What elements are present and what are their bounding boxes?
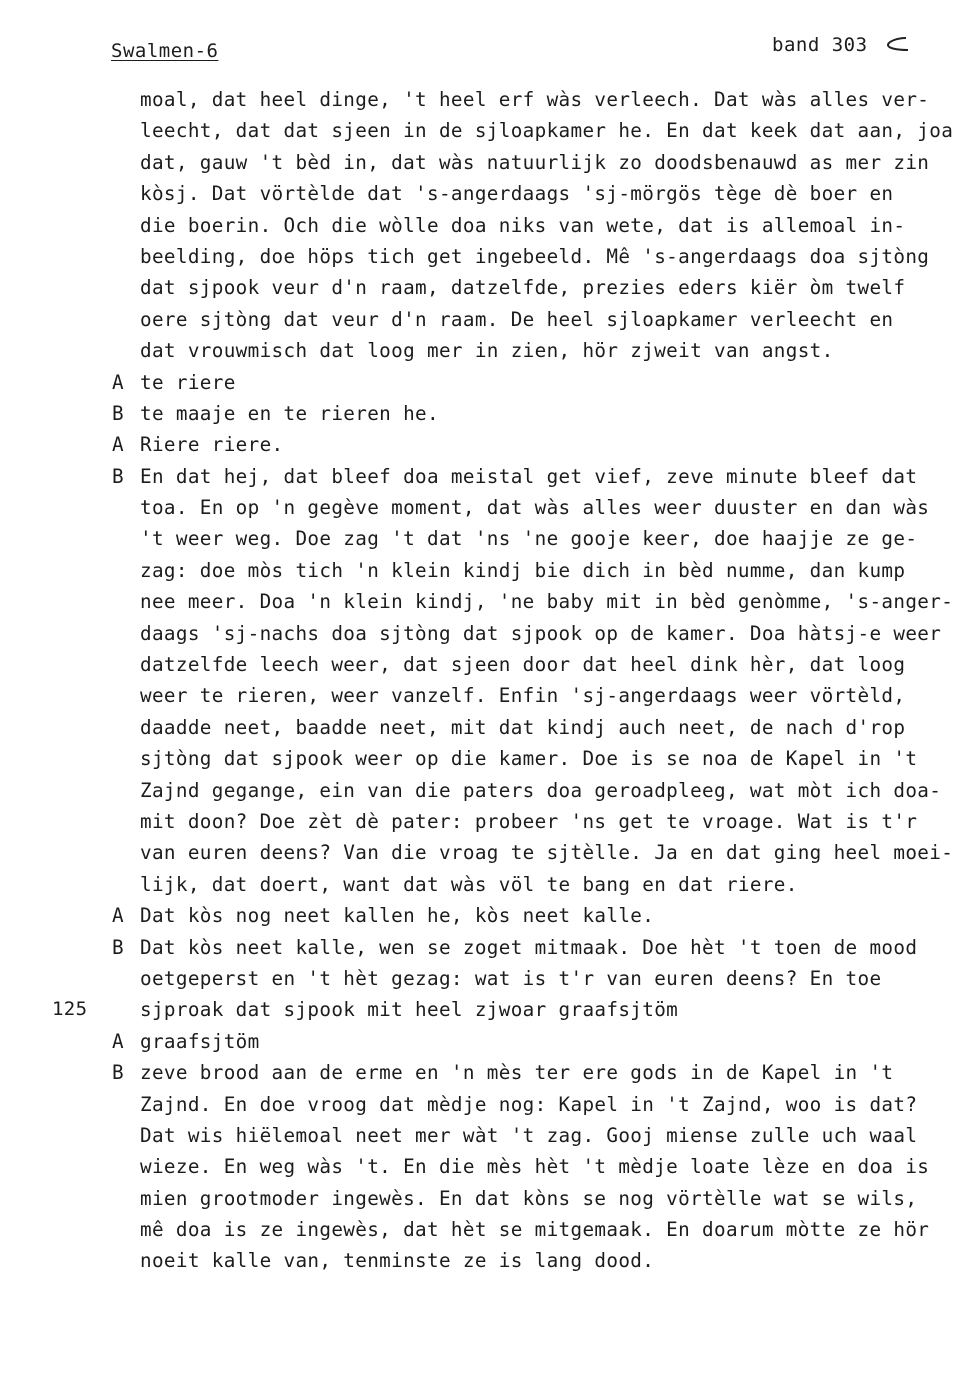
transcript-body	[52, 84, 962, 1277]
line-text: graafsjtöm	[140, 1029, 260, 1053]
line-text: dat sjpook veur d'n raam, datzelfde, prezies eders kiër òm twelf	[140, 276, 906, 300]
line-text: die boerin. Och die wòlle doa niks van wete, dat is allemoal in-	[140, 213, 906, 237]
transcript-line	[112, 84, 962, 115]
line-text: Dat kòs neet kalle, wen se zoget mitmaak. Doe hèt 't toen de mood	[140, 935, 918, 959]
transcript-line	[112, 1057, 962, 1088]
transcript-line	[112, 304, 962, 335]
transcript-line	[112, 335, 962, 366]
handwritten-mark-icon	[884, 34, 912, 54]
speaker-label: B	[112, 935, 124, 959]
transcript-line	[112, 241, 962, 272]
line-text: Zajnd gegange, ein van die paters doa geroadpleeg, wat mòt ich doa-	[140, 778, 942, 802]
transcript-line	[112, 586, 962, 617]
line-text: lijk, dat doert, want dat wàs völ te bang en dat riere.	[140, 872, 798, 896]
line-text: weer te rieren, weer vanzelf. Enfin 'sj-angerdaags weer vörtèld,	[140, 684, 906, 708]
line-text: noeit kalle van, tenminste ze is lang dood.	[140, 1249, 655, 1273]
line-text: oere sjtòng dat veur d'n raam. De heel sjloapkamer verleecht en	[140, 307, 894, 331]
line-text: dat vrouwmisch dat loog mer in zien, hör zjweit van angst.	[140, 339, 834, 363]
transcript-line	[112, 806, 962, 837]
line-text: wieze. En weg wàs 't. En die mès hèt 't mèdje loate lèze en doa is	[140, 1155, 930, 1179]
transcript-line	[112, 712, 962, 743]
transcript-line	[112, 210, 962, 241]
speaker-label: B	[112, 401, 124, 425]
line-text: oetgeperst en 't hèt gezag: wat is t'r van euren deens? En toe	[140, 966, 882, 990]
line-text: te maaje en te rieren he.	[140, 401, 439, 425]
margin-line-number: 125	[52, 998, 88, 1021]
transcript-line	[112, 492, 962, 523]
speaker-label: B	[112, 1061, 124, 1085]
transcript-line	[112, 932, 962, 963]
line-text: En dat hej, dat bleef doa meistal get vief, zeve minute bleef dat	[140, 464, 918, 488]
transcript-line	[112, 680, 962, 711]
line-text: Dat kòs nog neet kallen he, kòs neet kalle.	[140, 904, 655, 928]
transcript-line	[112, 1089, 962, 1120]
line-text: van euren deens? Van die vroag te sjtèlle. Ja en dat ging heel moei-	[140, 841, 954, 865]
transcript-line	[112, 1183, 962, 1214]
transcript-line	[112, 178, 962, 209]
speaker-label: A	[112, 433, 124, 457]
line-text: beelding, doe höps tich get ingebeeld. Mê 's-angerdaags doa sjtòng	[140, 244, 930, 268]
line-text: 't weer weg. Doe zag 't dat 'ns 'ne gooje keer, doe haajje ze ge-	[140, 527, 918, 551]
line-text: nee meer. Doa 'n klein kindj, 'ne baby mit in bèd genòmme, 's-anger-	[140, 590, 954, 614]
speaker-label: A	[112, 370, 124, 394]
transcript-line	[112, 429, 962, 460]
line-text: Zajnd. En doe vroog dat mèdje nog: Kapel in 't Zajnd, woo is dat?	[140, 1092, 918, 1116]
line-text: mê doa is ze ingewès, dat hèt se mitgemaak. En doarum mòtte ze hör	[140, 1218, 930, 1242]
transcript-line	[112, 1120, 962, 1151]
transcript-line	[112, 115, 962, 146]
line-text: zag: doe mòs tich 'n klein kindj bie dich in bèd numme, dan kump	[140, 558, 906, 582]
transcript-line	[112, 837, 962, 868]
speaker-label: B	[112, 464, 124, 488]
speaker-label: A	[112, 904, 124, 928]
transcript-line	[112, 649, 962, 680]
transcript-line	[112, 775, 962, 806]
line-text: daadde neet, baadde neet, mit dat kindj auch neet, de nach d'rop	[140, 715, 906, 739]
transcript-line	[112, 1026, 962, 1057]
transcript-line	[112, 461, 962, 492]
document-title: Swalmen-6	[111, 40, 219, 62]
transcript-line	[112, 555, 962, 586]
transcript-line	[112, 963, 962, 994]
line-text: dat, gauw 't bèd in, dat wàs natuurlijk zo doodsbenauwd as mer zin	[140, 150, 930, 174]
line-text: Dat wis hiëlemoal neet mer wàt 't zag. Gooj miense zulle uch waal	[140, 1123, 918, 1147]
transcript-line	[112, 367, 962, 398]
line-text: te riere	[140, 370, 236, 394]
transcript-line	[112, 743, 962, 774]
line-text: datzelfde leech weer, dat sjeen door dat heel dink hèr, dat loog	[140, 653, 906, 677]
line-text: Riere riere.	[140, 433, 284, 457]
speaker-label: A	[112, 1029, 124, 1053]
line-text: mien grootmoder ingewès. En dat kòns se nog vörtèlle wat se wils,	[140, 1186, 918, 1210]
transcript-line	[112, 900, 962, 931]
line-text: sjproak dat sjpook mit heel zjwoar graafsjtöm	[140, 998, 679, 1022]
transcript-line	[52, 994, 962, 1025]
line-text: kòsj. Dat vörtèlde dat 's-angerdaags 'sj-mörgös tège dè boer en	[140, 182, 894, 206]
transcript-line	[112, 272, 962, 303]
transcript-line	[112, 523, 962, 554]
line-text: toa. En op 'n gegève moment, dat wàs alles weer duuster en dan wàs	[140, 496, 930, 520]
line-text: zeve brood aan de erme en 'n mès ter ere gods in de Kapel in 't	[140, 1061, 894, 1085]
transcript-line	[112, 1245, 962, 1276]
transcript-line	[112, 147, 962, 178]
tape-number: band 303	[772, 34, 868, 56]
line-text: mit doon? Doe zèt dè pater: probeer 'ns get te vroage. Wat is t'r	[140, 809, 918, 833]
line-text: sjtòng dat sjpook weer op die kamer. Doe is se noa de Kapel in 't	[140, 747, 918, 771]
transcript-line	[112, 869, 962, 900]
line-text: daags 'sj-nachs doa sjtòng dat sjpook op de kamer. Doa hàtsj-e weer	[140, 621, 942, 645]
transcript-line	[112, 1151, 962, 1182]
transcript-line	[112, 618, 962, 649]
line-text: leecht, dat dat sjeen in de sjloapkamer he. En dat keek dat aan, joa	[140, 119, 954, 143]
line-text: moal, dat heel dinge, 't heel erf wàs verleech. Dat wàs alles ver-	[140, 88, 930, 111]
transcript-line	[112, 1214, 962, 1245]
transcript-line	[112, 398, 962, 429]
